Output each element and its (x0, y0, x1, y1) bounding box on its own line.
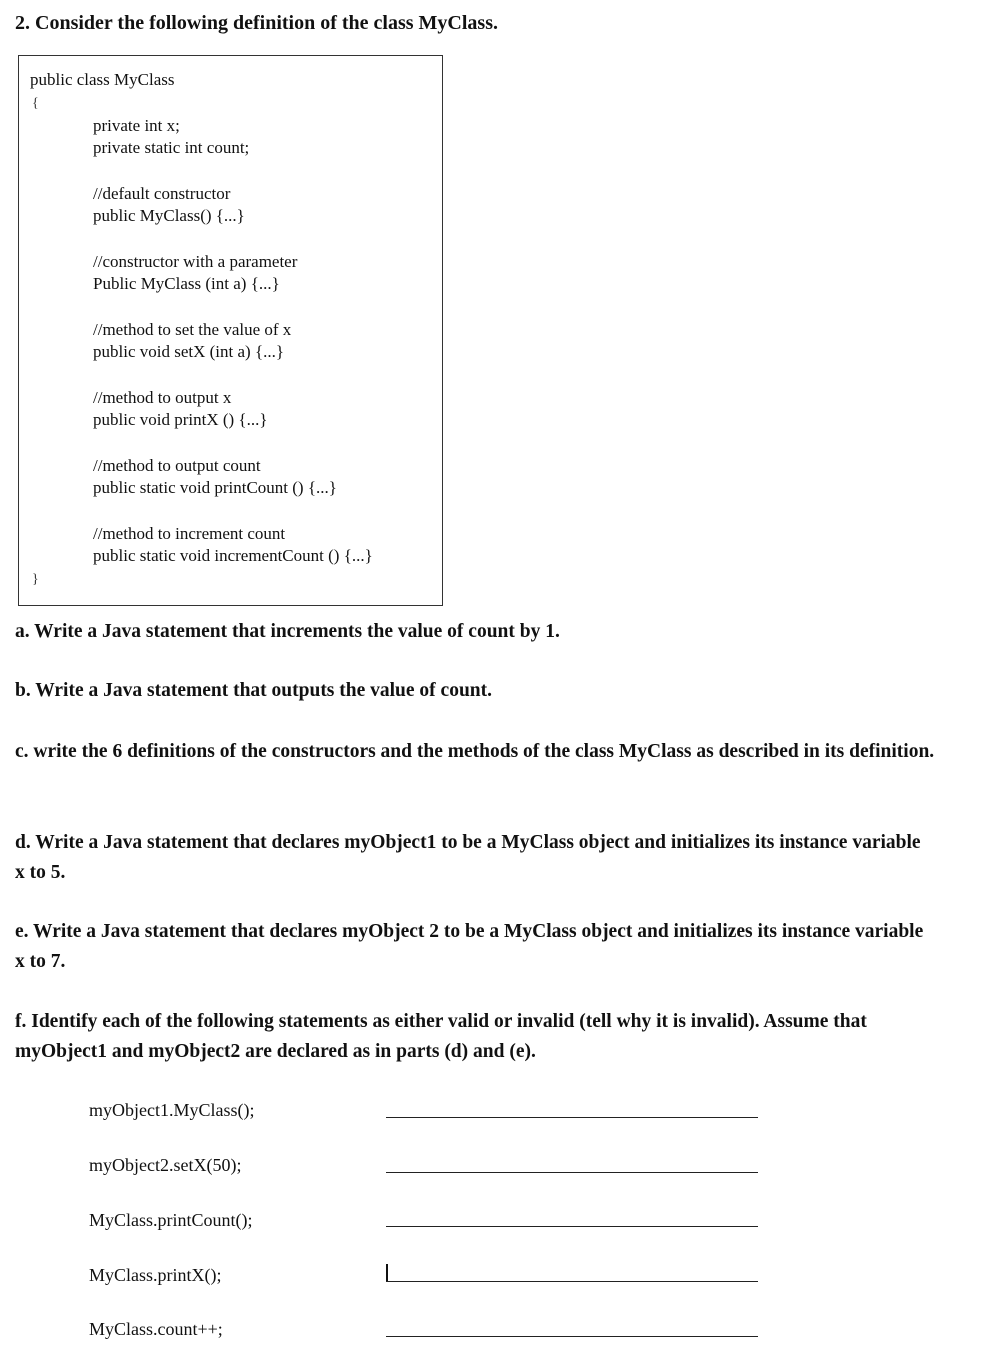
code-incrementcount: public static void incrementCount () {...} (93, 546, 373, 565)
question-title: 2. Consider the following definition of the class MyClass. (15, 12, 498, 34)
part-c: c. write the 6 definitions of the constructors and the methods of the class MyClass as described in its definition. (15, 741, 935, 762)
code-comment-default-constructor: //default constructor (93, 184, 231, 203)
code-printx: public void printX () {...} (93, 410, 268, 429)
answer-line-5[interactable] (386, 1336, 758, 1337)
answer-line-2[interactable] (386, 1172, 758, 1173)
part-f: f. Identify each of the following statements as either valid or invalid (tell why it is invalid). Assume that myObject1 and myObject2 are declared as in parts (d) and (e). (15, 1011, 867, 1062)
code-comment-setx: //method to set the value of x (93, 320, 292, 339)
code-default-constructor: public MyClass() {...} (93, 206, 245, 225)
text-cursor (386, 1264, 388, 1282)
statement-1: myObject1.MyClass(); (89, 1100, 255, 1120)
part-a: a. Write a Java statement that increments the value of count by 1. (15, 621, 560, 642)
code-field-count: private static int count; (93, 138, 250, 157)
code-class-header: public class MyClass (30, 70, 175, 89)
code-printcount: public static void printCount () {...} (93, 478, 337, 497)
answer-line-1[interactable] (386, 1117, 758, 1118)
code-open-brace: { (32, 96, 39, 111)
code-comment-incrementcount: //method to increment count (93, 524, 286, 543)
code-field-x: private int x; (93, 116, 180, 135)
code-close-brace: } (32, 572, 39, 587)
code-comment-printx: //method to output x (93, 388, 232, 407)
part-d: d. Write a Java statement that declares myObject1 to be a MyClass object and initializes its instance variable x to 5. (15, 832, 921, 883)
statement-3: MyClass.printCount(); (89, 1210, 253, 1230)
answer-line-4[interactable] (386, 1281, 758, 1282)
answer-line-3[interactable] (386, 1226, 758, 1227)
statement-4: MyClass.printX(); (89, 1265, 222, 1285)
part-b: b. Write a Java statement that outputs the value of count. (15, 680, 493, 701)
code-param-constructor: Public MyClass (int a) {...} (93, 274, 280, 293)
code-setx: public void setX (int a) {...} (93, 342, 285, 361)
part-e: e. Write a Java statement that declares myObject 2 to be a MyClass object and initializes its instance variable x to 7. (15, 921, 924, 972)
statement-5: MyClass.count++; (89, 1319, 223, 1339)
code-comment-param-constructor: //constructor with a parameter (93, 252, 298, 271)
statement-2: myObject2.setX(50); (89, 1155, 242, 1175)
code-comment-printcount: //method to output count (93, 456, 261, 475)
